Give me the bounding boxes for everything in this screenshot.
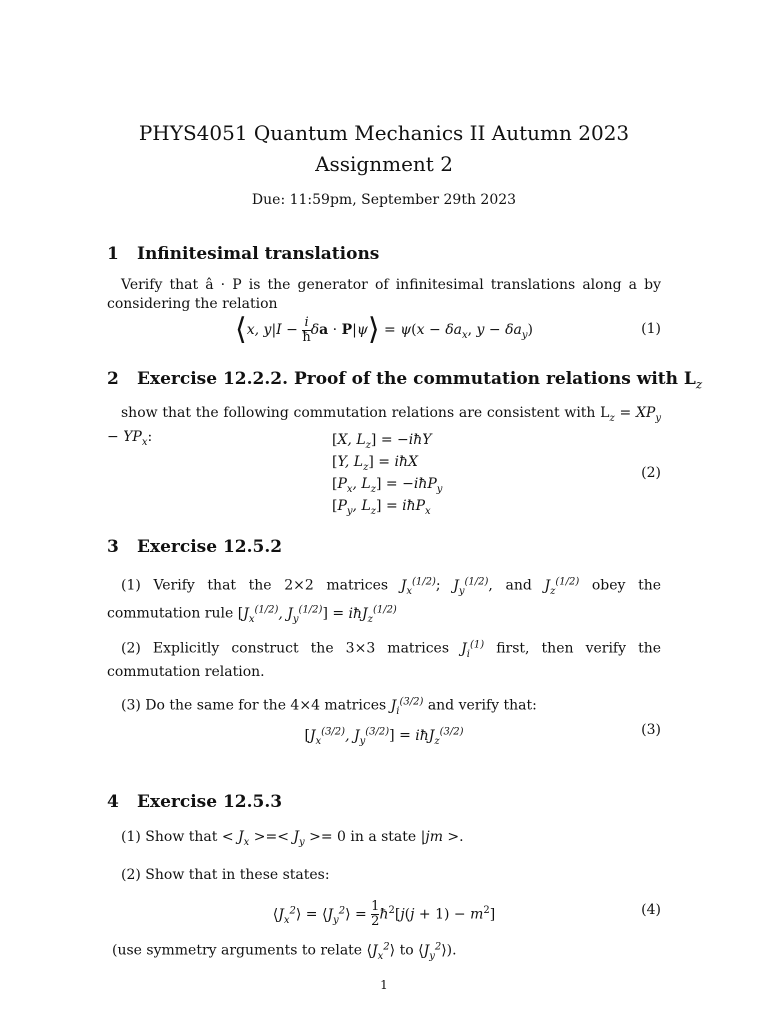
section-number: 3: [107, 537, 119, 557]
equation-4-body: $⟨J_x^2⟩$ = $⟨J_y^2⟩$ = $\frac{1}{2}$ $ħ^2[j(j + 1) - m^2]$: [272, 899, 496, 930]
section-2-intro: show that the following commutation relations are consistent with $L_z = XP_y - YP_x$:: [107, 405, 661, 448]
equation-2: [107, 429, 661, 519]
equation-number: (4): [641, 902, 661, 918]
section-title: Exercise 12.5.3: [137, 792, 283, 812]
section-4-note: (use symmetry arguments to relate $⟨J_x^2⟩$ to $⟨J_y^2⟩$).: [112, 941, 457, 962]
equation-number: (2): [641, 465, 661, 481]
section-number: 4: [107, 792, 119, 812]
commutator-y-lz: [Y, $L_z$] = iħX: [332, 454, 418, 473]
equation-1-body: ⟨x, y|I − $\frac{i}{ħ}$ δa · P|ψ⟩ = $\psi(x - \delta a_x$, $y - \delta a_y$): [235, 312, 533, 347]
section-1-intro: Verify that â · P is the generator of infinitesimal translations along a by considering the relation: [107, 277, 661, 312]
section-3-part-1: (1) Verify that the 2×2 matrices $J_x^{(1/2)}$; $J_y^{(1/2)}$, and $J_z^{(1/2)}$ obey the commutation rule [$J_x^{(1/2)}$, $J_y^{(1/2)}$] = iħJ$_z^{(1/2)}$: [107, 576, 661, 625]
page-number: 1: [380, 978, 388, 992]
section-title-subscript: z: [695, 377, 703, 392]
section-4-part-1: (1) Show that < $J_x$ >=< $J_y >= 0$ in a state |jm >.: [121, 829, 464, 848]
commutator-py-lz: [$P_y$, $L_z$] = iħP$_x$: [332, 498, 431, 517]
section-3-part-2: (2) Explicitly construct the 3×3 matrices $J_i^{(1)}$ first, then verify the commutation relation.: [107, 639, 662, 681]
section-4-part-2: (2) Show that in these states:: [121, 867, 330, 883]
section-4-heading: [107, 792, 282, 812]
due-date: Due: 11:59pm, September 29th 2023: [251, 192, 517, 208]
title-line-2: Assignment 2: [315, 152, 453, 176]
equation-number: (3): [641, 722, 661, 738]
equation-3: [107, 720, 661, 747]
equation-1: [107, 312, 661, 348]
section-title: Exercise 12.2.2. Proof of the commutation relations with L: [137, 369, 696, 389]
equation-3-body: [$J_x^{(3/2)}$, $J_y^{(3/2)}$] = iħJ$_z^{(3/2)}$: [304, 726, 464, 747]
equation-number: (1): [641, 321, 661, 337]
section-number: 1: [107, 244, 119, 264]
section-1-heading: [107, 244, 379, 264]
section-3-heading: [107, 537, 282, 557]
intro-text: show that the following commutation relations are consistent with L: [121, 405, 610, 421]
section-3-part-3: (3) Do the same for the 4×4 matrices $J_i^{(3/2)}$ and verify that:: [121, 696, 537, 717]
title-line-1: PHYS4051 Quantum Mechanics II Autumn 2023: [138, 121, 630, 145]
document-title: [0, 119, 768, 178]
equation-4: [107, 894, 661, 928]
commutator-px-lz: [$P_x$, $L_z$] = −iħP$_y$: [332, 476, 443, 495]
section-2-heading: [107, 369, 702, 391]
section-number: 2: [107, 369, 119, 389]
section-title: Exercise 12.5.2: [137, 537, 283, 557]
section-title: Infinitesimal translations: [137, 244, 380, 264]
commutator-x-lz: [X, $L_z$] = −iħY: [332, 432, 432, 451]
